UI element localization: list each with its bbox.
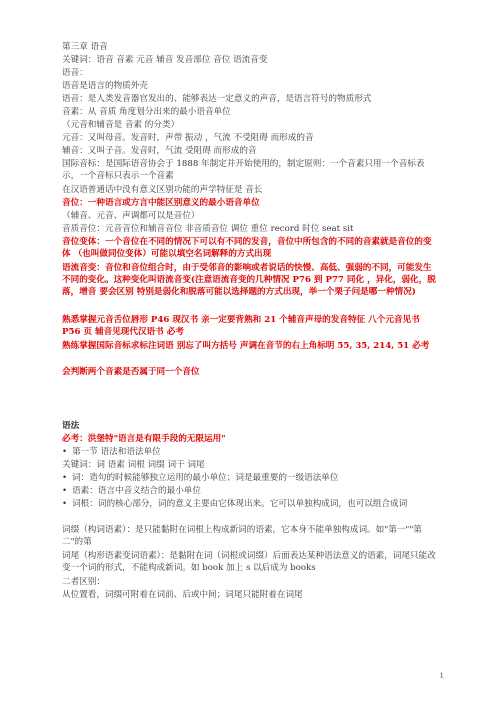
text-line: 音质音位：元音音位和辅音音位 非音质音位 调位 重位 record 时位 seat sit bbox=[62, 224, 354, 234]
highlight-paragraph: 熟练掌握国际音标求标注词语 别忘了叫方括号 声调在音节的右上角标明 55, 35, 214, 51 必考 bbox=[62, 341, 430, 351]
highlight-line: 音位：一种语言或方言中能区别意义的最小语音单位 bbox=[62, 198, 260, 208]
text-line: 语音：是人类发音器官发出的、能够表达一定意义的声音，是语言符号的物质形式 bbox=[62, 94, 372, 104]
page-number: 1 bbox=[439, 672, 444, 680]
text-line: 二者区别： bbox=[62, 577, 105, 587]
keywords-line: 关键词：词 语素 词根 词缀 词干 词尾 bbox=[62, 460, 205, 470]
chapter-heading: 第三章 语音 bbox=[62, 42, 108, 52]
text-line: （元音和辅音是 音素 的分类） bbox=[62, 120, 180, 130]
text-line: （辅音、元音、声调都可以是音位） bbox=[62, 211, 200, 221]
text-paragraph: 词缀（构词语素）：是只能黏附在词根上构成新词的语素，它本身不能单独构成词。如"第一""第二"的第 bbox=[62, 525, 422, 547]
text-line: 语音： bbox=[62, 68, 88, 78]
highlight-paragraph: 语流音变：音位和音位组合时，由于受邻音的影响或者说话的快慢、高低、强弱的不同，可能发生不同的变化。这种变化叫语流音变(注意语流音变的几种情况 P76 到 P77 同化 ，异化，弱化，脱落，增音 要会区别 特别是弱化和脱落可能以选择题的方式出现，举一个栗子问是哪一种情况) bbox=[62, 263, 436, 297]
text-line: 音素：从 音质 角度划分出来的最小语音单位 bbox=[62, 107, 231, 117]
bullet-item: • 词根：词的核心部分，词的意义主要由它体现出来。它可以单独构成词，也可以组合成词 bbox=[62, 498, 436, 510]
text-line: 辅音：又叫子音。发音时，气流 受阻碍 而形成的音 bbox=[62, 146, 257, 156]
bullet-item: • 语素：语言中音义结合的最小单位 bbox=[62, 485, 201, 497]
text-line: 元音：又叫母音。发音时，声带 振动 ，气流 不受阻碍 而形成的音 bbox=[62, 133, 314, 143]
bullet-item: • 词：造句的时候能够独立运用的最小单位；词是最重要的一级语法单位 bbox=[62, 472, 339, 484]
section-heading: 语法 bbox=[62, 421, 80, 431]
highlight-paragraph: 音位变体：一个音位在不同的情况下可以有不同的发音，音位中所包含的不同的音素就是音位的变体 （也叫做同位变体）可能以填空名词解释的方式出现 bbox=[62, 237, 432, 259]
bullet-item: • 第一节 语法和语法单位 bbox=[62, 446, 161, 458]
highlight-line: 必考：洪堡特"语言是有限手段的无限运用" bbox=[62, 434, 226, 444]
text-paragraph: 词尾（构形语素变词语素）：是黏附在词（词根或词缀）后面表达某种语法意义的语素，词尾只能改变一个词的形式，不能构成新词。如 book 加上 s 以后成为 books bbox=[62, 551, 436, 573]
text-line: 在汉语普通话中没有意义区别功能的声学特征是 音长 bbox=[62, 185, 263, 195]
text-line: 语音是语言的物质外壳 bbox=[62, 81, 148, 91]
keywords-line: 关键词：语音 音素 元音 辅音 发音部位 音位 语流音变 bbox=[62, 55, 268, 65]
text-paragraph: 国际音标：是国际语音协会于 1888 年制定并开始使用的，制定原则：一个音素只用一个音标表示，一个音标只表示一个音素 bbox=[62, 159, 425, 181]
highlight-paragraph: 熟悉掌握元音舌位唇形 P46 现汉书 亲一定要背熟和 21 个辅音声母的发音特征 八个元音见书 P56 页 辅音见现代汉语书 必考 bbox=[62, 315, 420, 337]
highlight-line: 会判断两个音素是否属于同一个音位 bbox=[62, 367, 200, 377]
text-line: 从位置看，词缀可附着在词前、后或中间；词尾只能附着在词尾 bbox=[62, 590, 303, 600]
